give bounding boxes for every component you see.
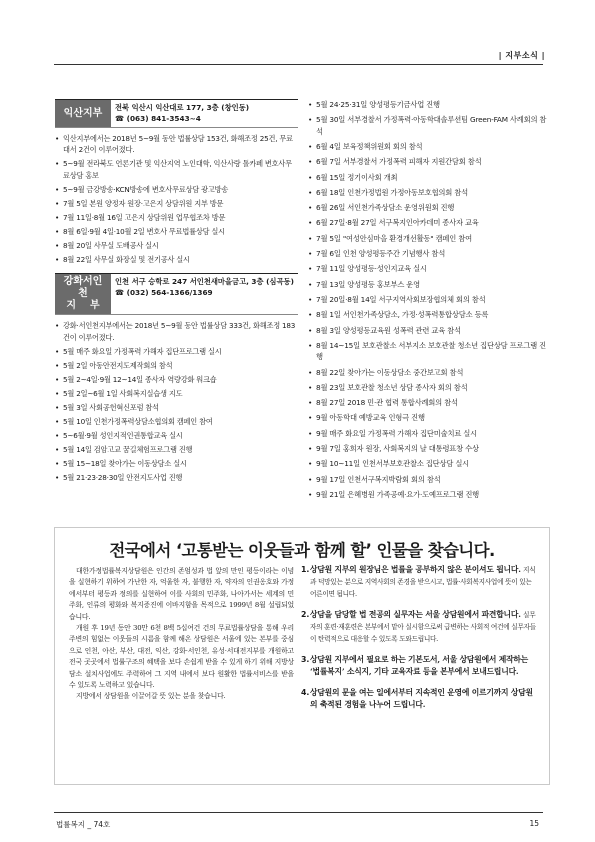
list-item: • 8월 23일 보호관찰 청소년 상담 종사자 회의 참석 [308, 382, 548, 393]
ganghwa-address: 인천 서구 승학로 247 서인천새마을금고, 3층 (심곡동) [115, 277, 294, 287]
ganghwa-news-list [55, 320, 298, 483]
requirement-number: 4. [301, 688, 310, 697]
list-item: • 8월 27일 2018 민·관 협력 통합사례회의 참석 [308, 397, 548, 408]
list-item: • 강화·서인천지부에서는 2018년 5~9월 동안 법률상담 333건, 화해조정 183건이 이루어졌다. [55, 320, 298, 343]
ganghwa-name-line1: 강화서인천 [63, 276, 103, 300]
list-item: • 5월 15~18일 찾아가는 이동상담소 실시 [55, 458, 298, 469]
ganghwa-phone: ☎ (032) 564-1366/1369 [115, 287, 213, 297]
iksan-office-info [111, 100, 298, 127]
list-item: • 8월 22일 사무실 화장실 및 전기공사 실시 [55, 254, 298, 265]
recruitment-requirements [301, 564, 539, 720]
list-item: • 5월 2~4일·9월 12~14일 종사자 역량강화 워크숍 [55, 374, 298, 385]
ganghwa-office-info [111, 274, 298, 314]
requirement-item [301, 654, 539, 678]
list-item: • 9월 매주 화요일 가정폭력 가해자 집단미술치료 실시 [308, 428, 548, 439]
requirement-item [301, 609, 539, 645]
list-item: • 8월 1일 서인천가족상담소, 가정·성폭력통합상담소 등록 [308, 309, 548, 320]
requirement-headline: 상담원 지부의 원장님은 법률을 공부하지 않은 분이셔도 됩니다. [310, 565, 521, 574]
requirement-number: 1. [301, 565, 310, 574]
ganghwa-office-name [55, 274, 111, 314]
recruitment-box [54, 527, 550, 785]
iksan-news-list [55, 133, 298, 265]
intro-paragraph: 개원 후 19년 동안 30만 6천 8백 5십여건 건의 무료법률상담을 통해 우리 주변의 힘없는 이웃들의 시름을 함께 해온 상담원은 서울에 있는 본부를 중심으로 인천, 아산, 부산, 대전, 익산, 강화·서인천, 유성·서대전지부를 개원하고 전국 곳곳에서 법률구조의 혜택을 보다 손쉽게 받을 수 있게 하기 위해 지방상담소 설치사업에도 주력하여 그 지역 내에서 보다 원활한 법률서비스를 받을 수 있도록 노력하고 있습니다. [69, 624, 294, 690]
list-item: • 7월 5일 "여성안심마을 환경개선활동" 캠페인 참여 [308, 233, 548, 244]
recruitment-title: 전국에서 ‘고통받는 이웃들과 함께 할’ 인물을 찾습니다. [109, 541, 495, 560]
requirement-item [301, 564, 539, 600]
list-item: • 5월 2일 아동안전지도제작회의 참석 [55, 360, 298, 371]
left-column [55, 99, 298, 486]
list-item: • 익산지부에서는 2018년 5~9월 동안 법률상담 153건, 화해조정 25건, 무료대서 2건이 이루어졌다. [55, 133, 298, 156]
list-item: • 8월 6일·9월 4일·10월 2일 변호사 무료법률상담 실시 [55, 226, 298, 237]
footer-publication: 법률복지 _ 74호 [56, 820, 111, 829]
requirement-note: 지식과 덕망있는 분으로 지역사회의 존경을 받으시고, 법률·사회복지사업에 뜻이 있는 어른이면 됩니다. [310, 566, 536, 598]
list-item: • 8월 22일 찾아가는 이동상담소 중간보고회 참석 [308, 367, 548, 378]
requirement-number: 3. [301, 655, 310, 664]
bottom-rule [54, 812, 543, 813]
list-item: • 6월 7일 서부경찰서 가정폭력 피해자 지원간담회 참석 [308, 156, 548, 167]
list-item: • 7월 5일 본원 양정자 원장·고은지 상담위원 지부 방문 [55, 198, 298, 209]
list-item: • 8월 14~15일 보호관찰소 서부지소 보호관찰 청소년 집단상담 프로그램 진행 [308, 340, 548, 363]
recruitment-intro [69, 566, 294, 703]
list-item: • 8월 3일 양성평등교육원 성폭력 관련 교육 참석 [308, 325, 548, 336]
list-item: • 9월 17일 인천서구복지박람회 회의 참석 [308, 474, 548, 485]
intro-paragraph: 대한가정법률복지상담원은 인간의 존엄성과 법 앞의 만인 평등이라는 이념을 실현하기 위하여 가난한 자, 억울한 자, 불행한 자, 약자의 인권옹호와 가정에서부터 평등과 정의를 실현하여 이를 사회의 민주화, 나아가서는 세계의 민주화, 인류의 평화와 복지증진에 이바지함을 목적으로 1999년 8월 설립되었습니다. [69, 567, 294, 621]
list-item: • 7월 11일 양성평등·성인지교육 실시 [308, 263, 548, 274]
list-item: • 6월 15일 정기이사회 개최 [308, 172, 548, 183]
list-item: • 9월 7일 홍희자 원장, 사회복지의 날 대통령표창 수상 [308, 443, 548, 454]
ganghwa-office-header [55, 273, 298, 315]
list-item: • 7월 6일 인천 양성평등주간 기념행사 참석 [308, 248, 548, 259]
list-item: • 7월 11일·8월 16일 고은지 상담위원 업무협조차 방문 [55, 212, 298, 223]
iksan-address: 전북 익산시 익산대로 177, 3층 (창인동) [115, 103, 250, 112]
list-item: • 5월 24·25·31일 양성평등기금사업 진행 [308, 99, 548, 110]
list-item: • 9월 21일 은혜병원 가족공예·요가·도예프로그램 진행 [308, 489, 548, 500]
intro-paragraph: 지방에서 상담원을 이끌어갈 뜻 있는 분을 찾습니다. [76, 692, 226, 701]
page-number: 15 [529, 819, 539, 828]
list-item: • 5월 2일~6월 1일 사회복지실습생 지도 [55, 388, 298, 399]
requirement-headline: 상담원 지부에서 필요로 하는 기본도서, 서울 상담원에서 제작하는 ‘법률복지’ 소식지, 기타 교육자료 등을 본부에서 보내드립니다. [310, 655, 529, 676]
list-item: • 7월 20일·8월 14일 서구지역사회보장협의체 회의 참석 [308, 294, 548, 305]
list-item: • 6월 4일 보육정책위원회 회의 참석 [308, 141, 548, 152]
list-item: • 5월 21·23·28·30일 안전지도사업 진행 [55, 472, 298, 483]
list-item: • 6월 27일·8월 27일 서구복지인아카데미 종사자 교육 [308, 217, 548, 228]
list-item: • 5월 10일 인천가정폭력상담소협의회 캠페인 참여 [55, 416, 298, 427]
requirement-item [301, 687, 539, 711]
list-item: • 5~9월 금강방송·KCN방송에 변호사무료상담 광고방송 [55, 184, 298, 195]
list-item: • 6월 18일 인천가정법원 가정아동보호협의회 참석 [308, 187, 548, 198]
list-item: • 8월 20일 사무실 도배공사 실시 [55, 240, 298, 251]
list-item: • 6월 26일 서인천가족상담소 운영위원회 진행 [308, 202, 548, 213]
requirement-number: 2. [301, 610, 310, 619]
list-item: • 5월 매주 화요일 가정폭력 가해자 집단프로그램 실시 [55, 346, 298, 357]
right-column [308, 99, 548, 504]
ganghwa-news-list-continued [308, 99, 548, 500]
section-tag: | 지부소식 | [498, 51, 545, 60]
requirement-headline: 상담을 담당할 법 전공의 실무자는 서울 상담원에서 파견합니다. [310, 610, 521, 619]
list-item: • 9월 아동학대 예방교육 인형극 진행 [308, 412, 548, 423]
top-rule [54, 64, 543, 65]
requirement-note: 실무자의 훈련·재훈련은 본부에서 맡아 실시함으로써 급변하는 사회적 여건에 실무자들이 탄력적으로 대응할 수 있도록 도와드립니다. [310, 611, 536, 643]
list-item: • 5월 14일 검암고교 꿈길체험프로그램 진행 [55, 444, 298, 455]
list-item: • 5~9월 전라북도 언론기관 및 익산지역 노인대학, 익산사랑 톨카페 변호사무료상담 홍보 [55, 158, 298, 181]
list-item: • 7월 13일 양성평등 홍보부스 운영 [308, 279, 548, 290]
list-item: • 5월 3일 사회공헌혁신포럼 참석 [55, 402, 298, 413]
list-item: • 5~6월·9월 성인지적인권통합교육 실시 [55, 430, 298, 441]
ganghwa-name-line2: 지 부 [66, 300, 100, 312]
iksan-office-header [55, 99, 298, 128]
requirement-headline: 상담원의 문을 여는 일에서부터 지속적인 운영에 이르기까지 상담원의 축적된 경험을 나누어 드립니다. [310, 688, 533, 709]
iksan-phone: ☎ (063) 841-3543~4 [115, 113, 201, 123]
iksan-office-name: 익산지부 [55, 100, 111, 127]
list-item: • 9월 10~11일 인천서부보호관찰소 집단상담 실시 [308, 458, 548, 469]
list-item: • 5월 30일 서부경찰서 가정폭력·아동학대솔루션팀 Green-FAM 사례회의 참석 [308, 114, 548, 137]
